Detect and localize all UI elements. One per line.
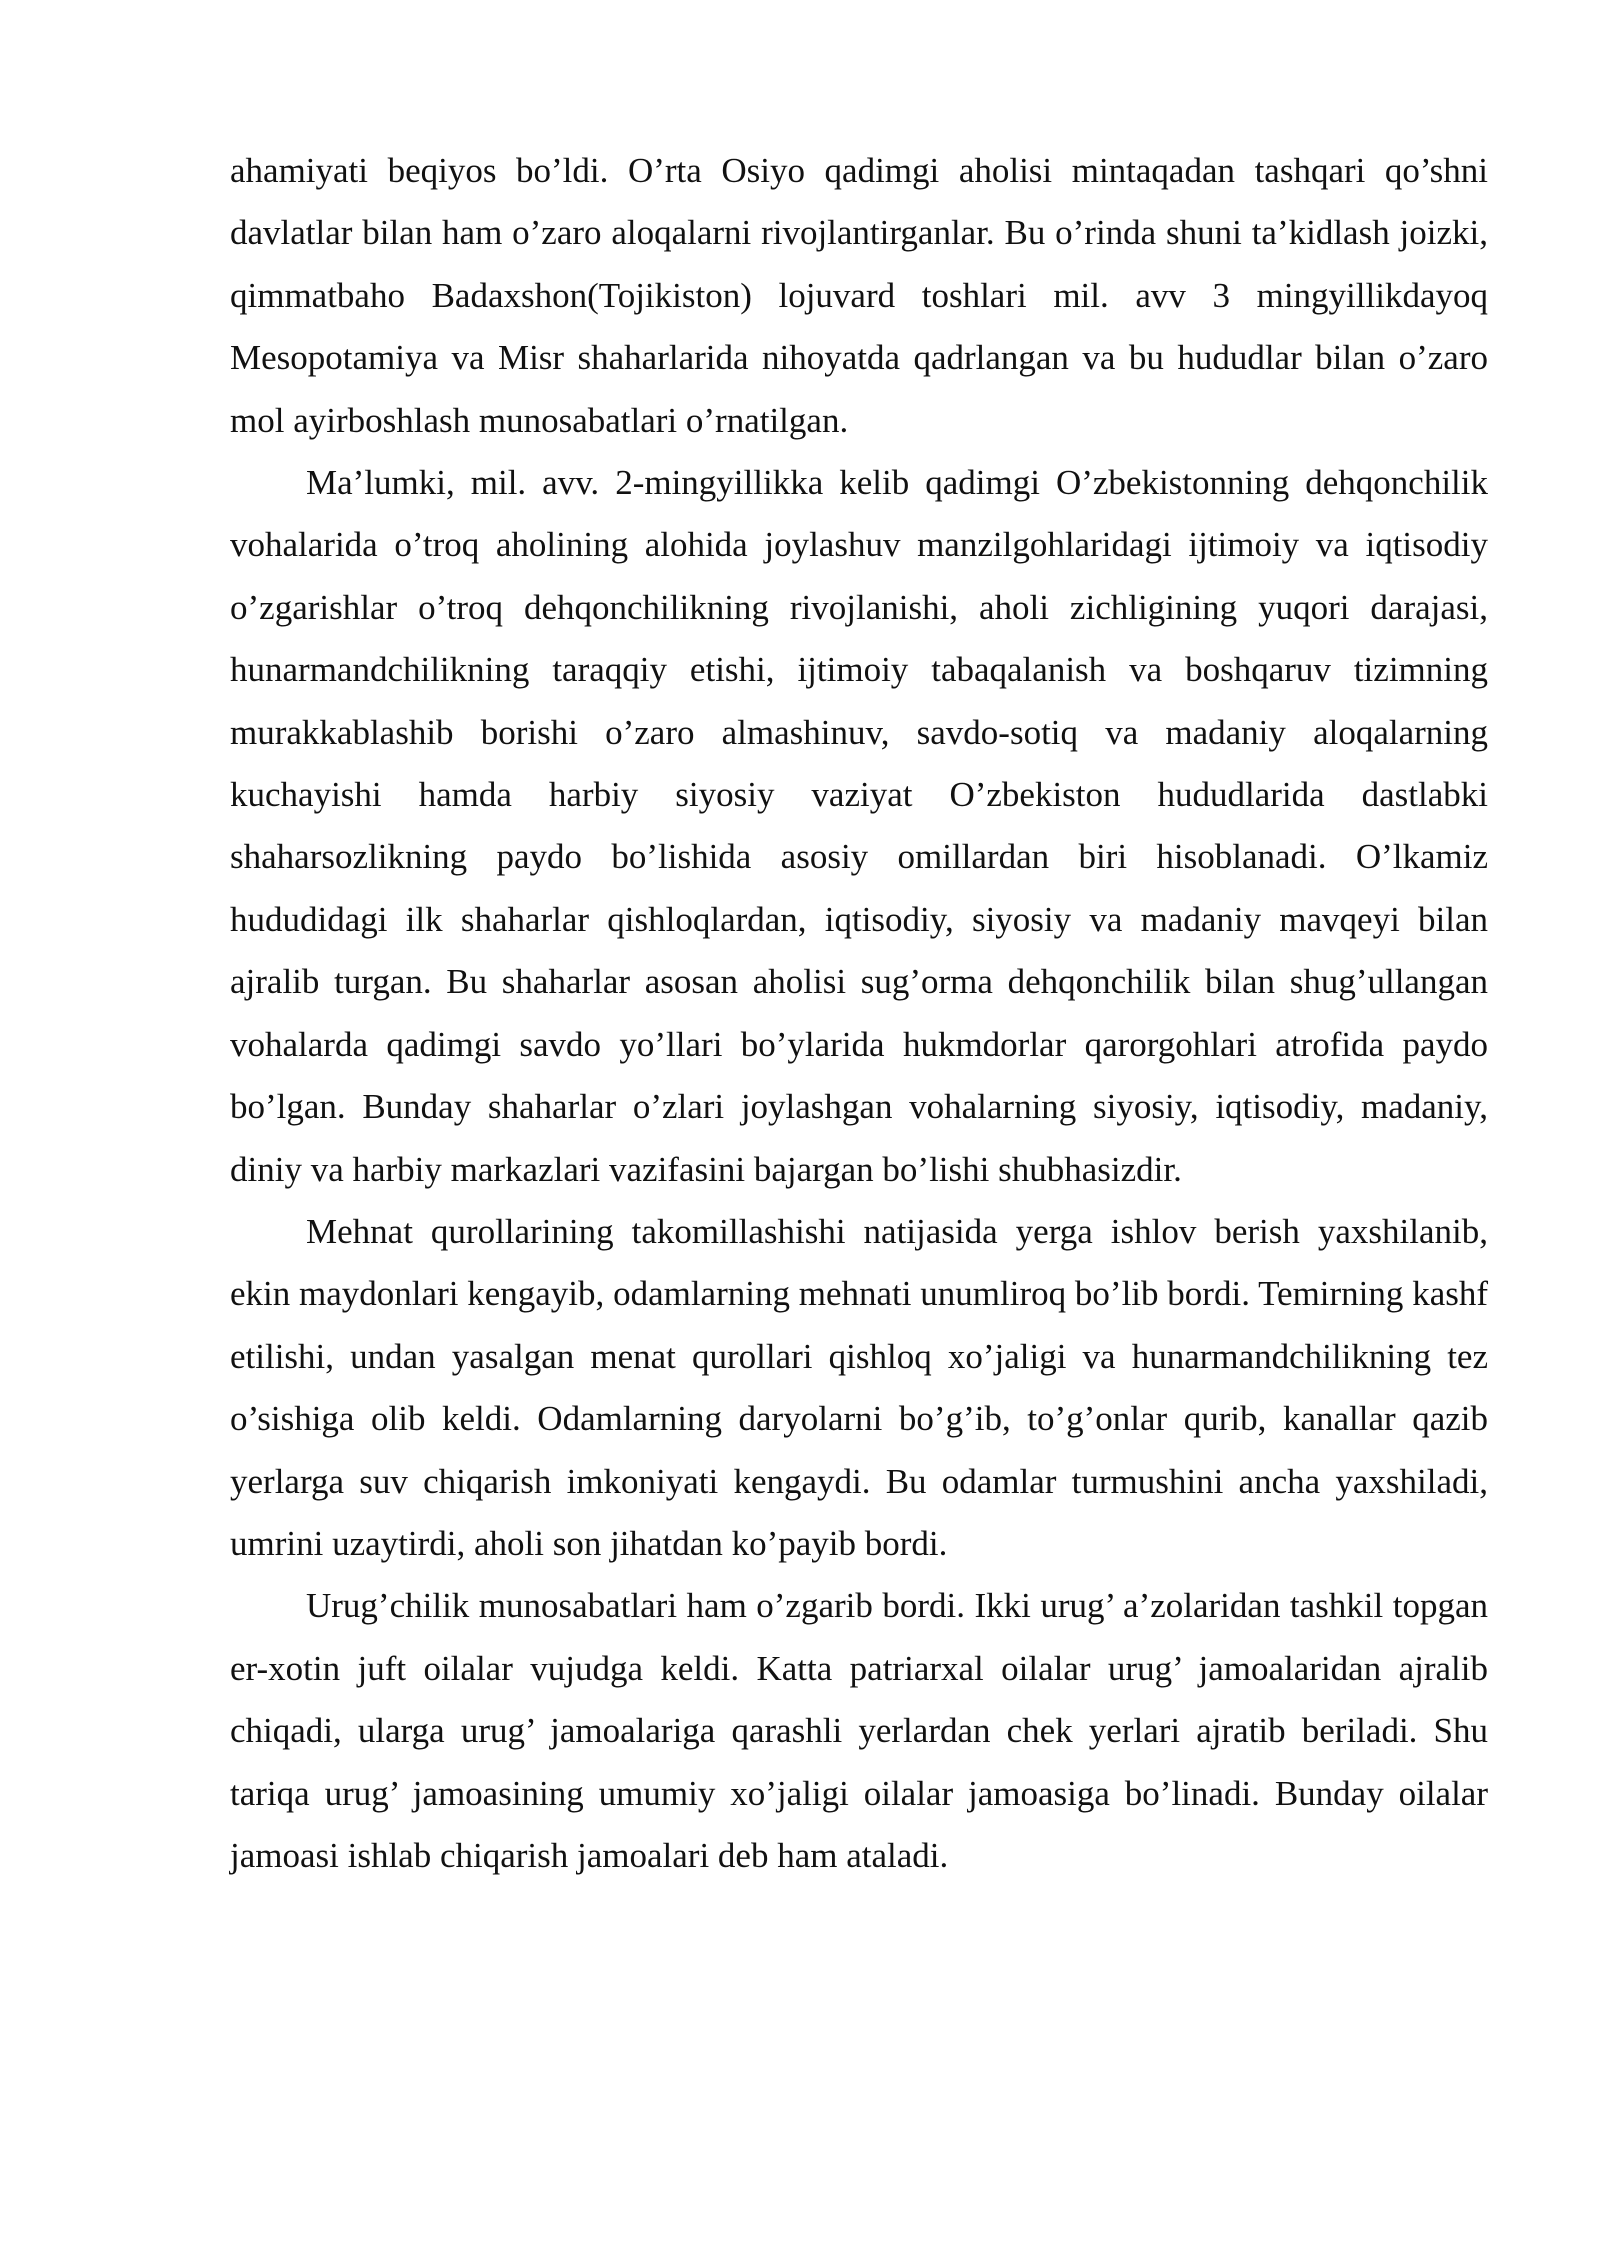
- paragraph-tools: Mehnat qurollarining takomillashishi natijasida yerga ishlov berish yaxshilanib, ekin maydonlari kengayib, odamlarning mehnati unumliroq bo’lib bordi. Temirning kashf etilishi, undan yasalgan menat qurollari qishloq xo’jaligi va hunarmandchilikning tez o’sishiga olib keldi. Odamlarning daryolarni bo’g’ib, to’g’onlar qurib, kanallar qazib yerlarga suv chiqarish imkoniyati kengaydi. Bu odamlar turmushini ancha yaxshiladi, umrini uzaytirdi, aholi son jihatdan ko’payib bordi.: [230, 1211, 1488, 1563]
- paragraph-clan-relations: Urug’chilik munosabatlari ham o’zgarib bordi. Ikki urug’ a’zolaridan tashkil topgan er-xotin juft oilalar vujudga keldi. Katta patriarxal oilalar urug’ jamoalaridan ajralib chiqadi, ularga urug’ jamoalariga qarashli yerlardan chek yerlari ajratib beriladi. Shu tariqa urug’ jamoasining umumiy xo’jaligi oilalar jamoasiga bo’linadi. Bunday oilalar jamoasi ishlab chiqarish jamoalari deb ham ataladi.: [230, 1586, 1488, 1875]
- document-body: [230, 140, 1488, 1887]
- paragraph-urbanization: Ma’lumki, mil. avv. 2-mingyillikka kelib qadimgi O’zbekistonning dehqonchilik vohalarida o’troq aholining alohida joylashuv manzilgohlaridagi ijtimoiy va iqtisodiy o’zgarishlar o’troq dehqonchilikning rivojlanishi, aholi zichligining yuqori darajasi, hunarmandchilikning taraqqiy etishi, ijtimoiy tabaqalanish va boshqaruv tizimning murakkablashib borishi o’zaro almashinuv, savdo-sotiq va madaniy aloqalarning kuchayishi hamda harbiy siyosiy vaziyat O’zbekiston hududlarida dastlabki shaharsozlikning paydo bo’lishida asosiy omillardan biri hisoblanadi. O’lkamiz hududidagi ilk shaharlar qishloqlardan, iqtisodiy, siyosiy va madaniy mavqeyi bilan ajralib turgan. Bu shaharlar asosan aholisi sug’orma dehqonchilik bilan shug’ullangan vohalarda qadimgi savdo yo’llari bo’ylarida hukmdorlar qarorgohlari atrofida paydo bo’lgan. Bunday shaharlar o’zlari joylashgan vohalarning siyosiy, iqtisodiy, madaniy, diniy va harbiy markazlari vazifasini bajargan bo’lishi shubhasizdir.: [230, 463, 1488, 1189]
- paragraph-continuation: ahamiyati beqiyos bo’ldi. O’rta Osiyo qadimgi aholisi mintaqadan tashqari qo’shni davlatlar bilan ham o’zaro aloqalarni rivojlantirganlar. Bu o’rinda shuni ta’kidlash joizki, qimmatbaho Badaxshon(Tojikiston) lojuvard toshlari mil. avv 3 mingyillikdayoq Mesopotamiya va Misr shaharlarida nihoyatda qadrlangan va bu hududlar bilan o’zaro mol ayirboshlash munosabatlari o’rnatilgan.: [230, 151, 1488, 440]
